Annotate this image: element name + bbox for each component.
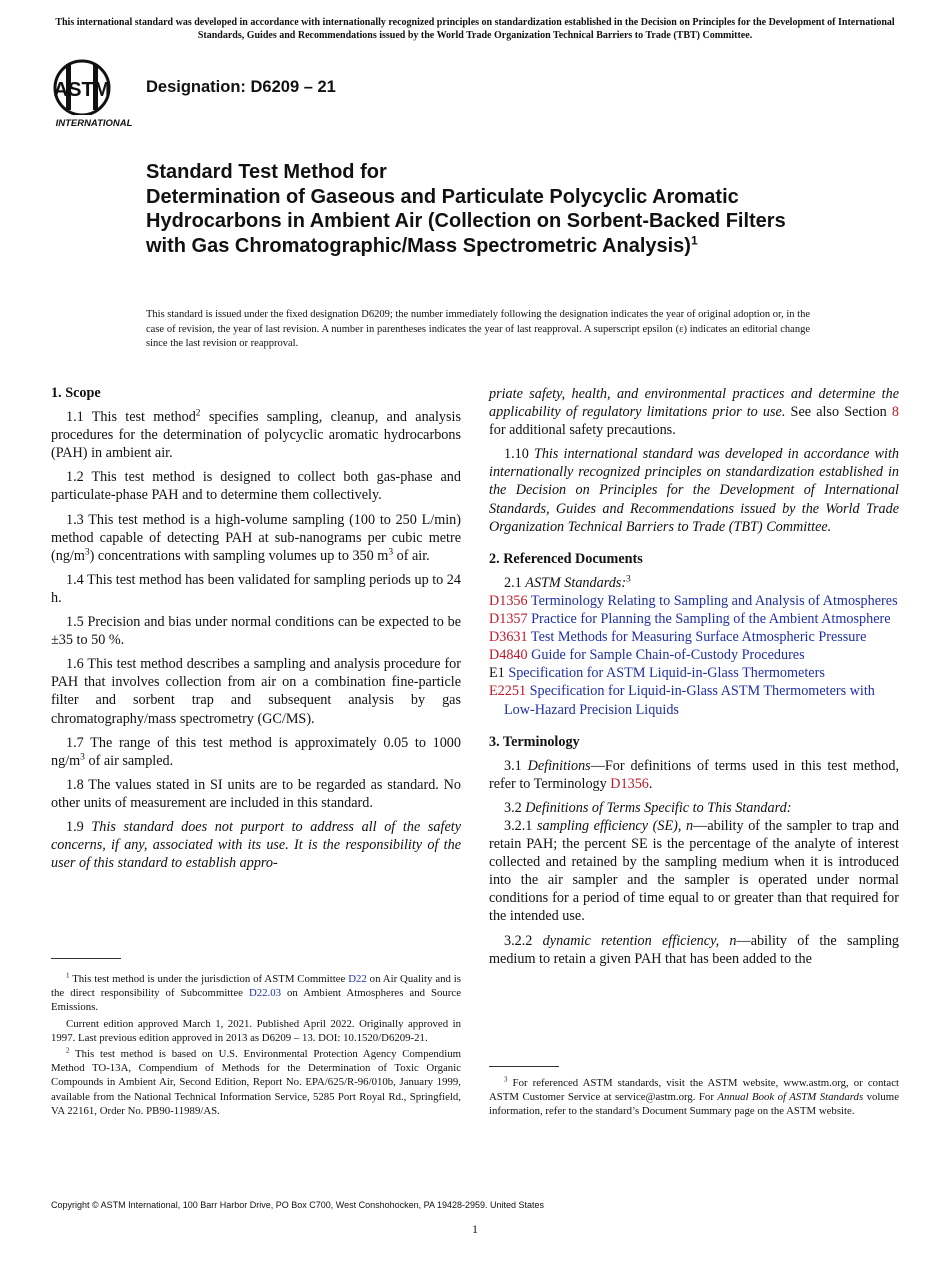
title-line-2 xyxy=(146,185,806,259)
para-1-8: 1.8 The values stated in SI units are to be regarded as standard. No other units of measurement are included in this standard. xyxy=(51,776,461,811)
link-section-8[interactable]: 8 xyxy=(891,404,900,421)
tbt-notice: This international standard was developed in accordance with internationally recognized principles on standardization established in the Decision on Principles for the Development of International Standards, Guides and Recommendations issued by the World Trade Organization Technical Barriers to Trade (TBT) Committee. xyxy=(55,17,895,41)
section-heading-scope: 1. Scope xyxy=(51,385,101,401)
para-1-9: 1.9 This standard does not purport to address all of the safety concerns, if any, associated with its use. It is the responsibility of the user of this standard to establish appro- xyxy=(51,818,461,872)
link-d22[interactable]: D22 xyxy=(348,973,367,985)
title-footnote-mark: 1 xyxy=(690,233,698,248)
footnote-2: $^2$ This test method is based on U.S. Environmental Protection Agency Compendium Method TO-13A, Compendium of Methods for the Determination of Toxic Organic Compounds in Ambient Air, Second Edition, Report No. EPA/625/R-96/010b, January 1999, available from the National Technical Information Service, 5285 Port Royal Rd., Springfield, VA 22161, Order No. PB90-11989/AS. xyxy=(51,1046,461,1117)
footnotes-right xyxy=(489,1076,899,1121)
para-1-1: 1.1 This test method$^2$ specifies sampling, cleanup, and analysis procedures for the determination of polycyclic aromatic hydrocarbons (PAH) in ambient air. xyxy=(51,408,461,462)
para-3-1: 3.1 Definitions—For definitions of terms used in this test method, refer to Terminology D1356. xyxy=(489,757,900,792)
issuance-note: This standard is issued under the fixed designation D6209; the number immediately following the designation indicates the year of original adoption or, in the case of revision, the year of last revision. A number in parentheses indicates the year of last reapproval. A superscript epsilon (ε) indicates an editorial change since the last revision or reapproval. xyxy=(146,309,810,349)
ref-item-d1357[interactable]: D1357 Practice for Planning the Sampling of the Ambient Atmosphere xyxy=(489,611,891,628)
footnotes-left xyxy=(51,972,461,1120)
para-1-6: 1.6 This test method describes a sampling and analysis procedure for PAH that involves collection from air on a combination fine-particle filter and sorbent trap and subsequent analysis by gas chromatography/mass spectrometry (GC/MS). xyxy=(51,656,461,727)
logo-international: INTERNATIONAL xyxy=(55,118,133,129)
title-main: Determination of Gaseous and Particulate Polycyclic Aromatic Hydrocarbons in Ambient Air (Collection on Sorbent-Backed Filters with Gas Chromatographic/Mass Spectrometric Analysis) xyxy=(146,185,786,257)
ref-item-d4840[interactable]: D4840 Guide for Sample Chain-of-Custody Procedures xyxy=(489,647,805,664)
section-heading-terminology: 3. Terminology xyxy=(489,733,580,750)
para-1-10: 1.10 This international standard was developed in accordance with internationally recognized principles on standardization established in the Decision on Principles for the Development of International Standards, Guides and Recommendations issued by the World Trade Organization Technical Barriers to Trade (TBT) Committee. xyxy=(489,446,899,535)
ref-item-e1[interactable]: E1 Specification for ASTM Liquid-in-Glass Thermometers xyxy=(489,665,825,682)
footnote-3: $^3$ For referenced ASTM standards, visit the ASTM website, www.astm.org, or contact ASTM Customer Service at service@astm.org. For Annual Book of ASTM Standards volume information, refer to the standard’s Document Summary page on the ASTM website. xyxy=(489,1075,899,1118)
logo-letters: ASTM xyxy=(53,79,111,101)
designation: Designation: D6209 – 21 xyxy=(146,78,336,96)
ref-item-d1356[interactable]: D1356 Terminology Relating to Sampling and Analysis of Atmospheres xyxy=(489,592,898,609)
left-column xyxy=(51,384,461,878)
ref-item-d3631[interactable]: D3631 Test Methods for Measuring Surface Atmospheric Pressure xyxy=(489,629,867,646)
para-2-1: 2.1 ASTM Standards:$^3$ xyxy=(504,574,631,591)
section-heading-referenced: 2. Referenced Documents xyxy=(489,550,643,567)
link-d22-03[interactable]: D22.03 xyxy=(248,987,282,1000)
footnote-divider-left xyxy=(51,958,121,959)
footnote-divider-right xyxy=(489,1066,559,1067)
para-1-2: 1.2 This test method is designed to collect both gas-phase and particulate-phase PAH and to determine them collectively. xyxy=(51,469,461,504)
right-column xyxy=(489,385,899,974)
para-3-2: 3.2 Definitions of Terms Specific to This Standard: xyxy=(504,799,792,816)
title-line-1: Standard Test Method for xyxy=(146,161,387,183)
link-d1356[interactable]: D1356 xyxy=(610,775,649,792)
copyright-notice: Copyright © ASTM International, 100 Barr Harbor Drive, PO Box C700, West Conshohocken, PA 19428-2959. United States xyxy=(51,1200,545,1210)
astm-logo-icon xyxy=(52,58,136,132)
footnote-1-edition: Current edition approved March 1, 2021. Published April 2022. Originally approved in 1997. Last previous edition approved in 2013 as D6209 – 13. DOI: 10.1520/D6209-21. xyxy=(51,1017,461,1044)
para-3-2-2: 3.2.2 dynamic retention efficiency, n—ability of the sampling medium to retain a given PAH that has been added to the xyxy=(489,932,900,967)
document-title xyxy=(146,160,806,258)
para-3-2-1: 3.2.1 sampling efficiency (SE), n—ability of the sampler to trap and retain PAH; the percent SE is the percentage of the analyte of interest collected and retained by the sampling medium when it is introduced into the air sampler and the sampler is operated under normal conditions for a period of time equal to or greater than that required for the intended use. xyxy=(489,817,900,925)
para-1-7: 1.7 The range of this test method is approximately 0.05 to 1000 $ng/m^3$ of air sampled. xyxy=(51,734,461,769)
footnote-1: $^1$ This test method is under the jurisdiction of ASTM Committee D22 on Air Quality and is the direct responsibility of Subcommittee D22.03 on Ambient Atmospheres and Source Emissions. xyxy=(51,971,462,1014)
astm-logo xyxy=(52,58,136,132)
para-1-9-continued: priate safety, health, and environmental practices and determine the applicability of regulatory limitations prior to use. See also Section 8 for additional safety precautions. xyxy=(489,386,900,439)
para-1-3: 1.3 This test method is a high-volume sampling (100 to 250 L/min) method capable of detecting PAH at sub-nanograms per cubic metre $(ng/m^3)$ concentrations with sampling volumes up to 350 $m^3$ of air. xyxy=(51,511,461,564)
page-number: 1 xyxy=(472,1222,478,1236)
para-1-4: 1.4 This test method has been validated for sampling periods up to 24 h. xyxy=(51,571,461,606)
ref-item-e2251[interactable]: E2251 Specification for Liquid-in-Glass ASTM Thermometers with Low-Hazard Precision Liquids xyxy=(489,683,875,718)
para-1-5: 1.5 Precision and bias under normal conditions can be expected to be ±35 to 50 %. xyxy=(51,614,461,649)
